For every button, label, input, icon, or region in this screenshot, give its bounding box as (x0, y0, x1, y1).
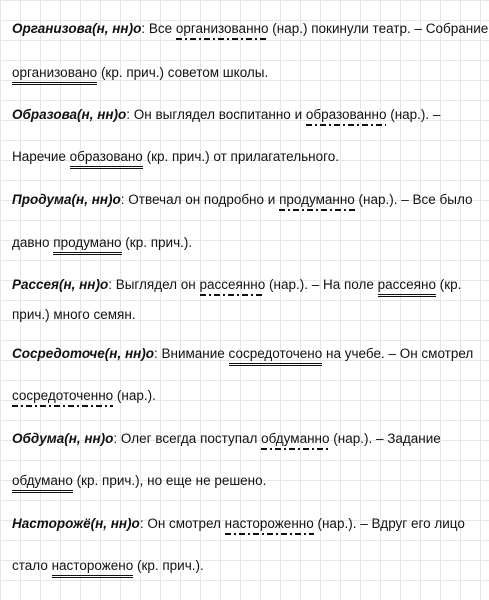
participle-word: обдумано (12, 472, 73, 493)
text: (нар.). – На поле (265, 277, 378, 292)
entry-7-line-1 (12, 515, 465, 535)
text: стало (12, 558, 52, 573)
text: (нар.). – Вдруг его лицо (313, 516, 465, 531)
text: (кр. (435, 277, 462, 292)
entry-7-line-2 (12, 557, 204, 578)
entry-4-line-2 (12, 306, 136, 324)
text: Наречие (12, 149, 70, 164)
adverb-word: сосредоточенно (12, 387, 113, 407)
text: на учебе. – Он смотрел (322, 346, 474, 361)
entry-2-line-2 (12, 148, 339, 169)
adverb-word: организованно (176, 20, 269, 40)
participle-word: продумано (53, 234, 121, 255)
text: (нар.). – (386, 107, 441, 122)
entry-4-line-1 (12, 276, 461, 297)
participle-word: насторожено (52, 557, 134, 578)
text: прич.) много семян. (12, 307, 136, 322)
text: : Выглядел он (108, 277, 200, 292)
participle-word: образовано (70, 148, 143, 169)
term-5: Сосредоточе(н, нн)о (12, 346, 154, 361)
text: : Он выглядел воспитанно и (126, 107, 306, 122)
adverb-word: настороженно (225, 515, 314, 535)
text: (нар.). – Задание (329, 431, 441, 446)
entry-3-line-2 (12, 234, 192, 255)
entry-1-line-2 (12, 64, 268, 85)
term-2: Образова(н, нн)о (12, 107, 127, 122)
term-6: Обдума(н, нн)о (12, 431, 114, 446)
entry-5-line-2 (12, 387, 156, 407)
text: (нар.) покинули театр. – Собрание (268, 21, 489, 36)
term-1: Организова(н, нн)о (12, 21, 142, 36)
term-4: Рассея(н, нн)о (12, 277, 109, 292)
text: : Все (141, 21, 176, 36)
entry-6-line-2 (12, 472, 266, 493)
participle-word: сосредоточено (229, 345, 323, 366)
text: (кр. прич.) советом школы. (97, 65, 269, 80)
text: : Внимание (154, 346, 229, 361)
adverb-word: обдуманно (261, 430, 329, 450)
entry-3-line-1 (12, 191, 473, 211)
text: : Он смотрел (139, 516, 225, 531)
text: : Олег всегда поступал (113, 431, 262, 446)
participle-word: организовано (12, 64, 97, 85)
adverb-word: рассеянно (200, 276, 266, 296)
entry-2-line-1 (12, 106, 440, 126)
entry-1-line-1 (12, 20, 488, 40)
participle-word: рассеяно (378, 276, 436, 297)
text: давно (12, 235, 54, 250)
entry-5-line-1 (12, 345, 473, 366)
text: (кр. прич.). (133, 558, 204, 573)
text: : Отвечал он подробно и (120, 192, 280, 207)
adverb-word: образованно (306, 106, 387, 126)
text: (кр. прич.), но еще не решено. (72, 473, 267, 488)
text: (кр. прич.) от прилагательного. (142, 149, 339, 164)
adverb-word: продуманно (279, 191, 355, 211)
text: (нар.). – Все было (354, 192, 473, 207)
term-7: Насторожё(н, нн)о (12, 516, 140, 531)
text: (нар.). (113, 388, 156, 403)
text: (кр. прич.). (121, 235, 193, 250)
term-3: Продума(н, нн)о (12, 192, 121, 207)
entry-6-line-1 (12, 430, 441, 450)
